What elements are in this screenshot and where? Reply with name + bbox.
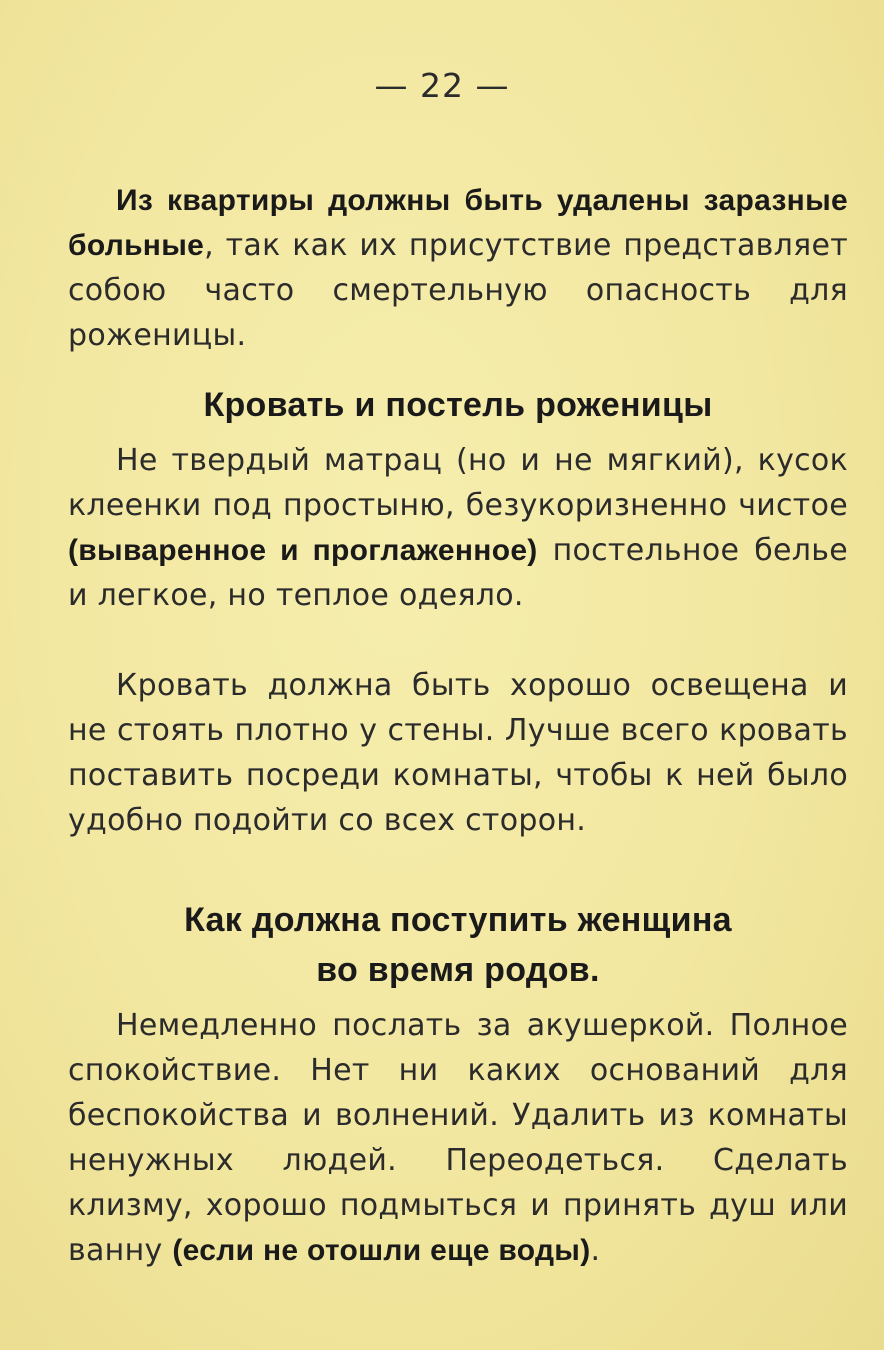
heading-line-1: Как должна поступить женщина [184, 901, 732, 939]
bold-phrase: (вываренное и проглаженное) [68, 534, 538, 567]
section-heading-bed [68, 380, 848, 430]
paragraph-infectious-patients [68, 178, 848, 358]
paragraph-bedding [68, 438, 848, 618]
paragraph-text: Не твердый матрац (но и не мягкий), кусок клеенки под простыню, безукоризненно чистое [68, 443, 848, 523]
paragraph-text: Немедленно послать за акушеркой. Полное спокойствие. Нет ни каких оснований для беспокойства и волнений. Удалить из комнаты ненужных людей. Переодеться. Сделать клизму, хорошо подмыться и принять душ или ванну [68, 1008, 848, 1268]
page-number: — 22 — [374, 66, 510, 105]
paragraph-text: постельное белье и легкое, но теплое одеяло. [68, 533, 848, 613]
paragraph-text: , так как их присутствие представляет собою часто смертельную опасность для роженицы. [68, 228, 848, 353]
paragraph-labor-instructions [68, 1003, 848, 1273]
paragraph-bed-placement [68, 663, 848, 843]
paragraph-end: . [590, 1233, 601, 1268]
heading-text: Кровать и постель роженицы [203, 386, 713, 424]
heading-line-2: во время родов. [316, 951, 600, 989]
paragraph-text: Кровать должна быть хорошо освещена и не стоять плотно у стены. Лучше всего кровать поставить посреди комнаты, чтобы к ней было удобно подойти со всех сторон. [68, 668, 848, 838]
bold-phrase: (если не отошли еще воды) [172, 1234, 591, 1267]
section-heading-during-labor [68, 895, 848, 995]
bold-phrase: Из квартиры должны быть удалены заразные больные [68, 184, 848, 262]
